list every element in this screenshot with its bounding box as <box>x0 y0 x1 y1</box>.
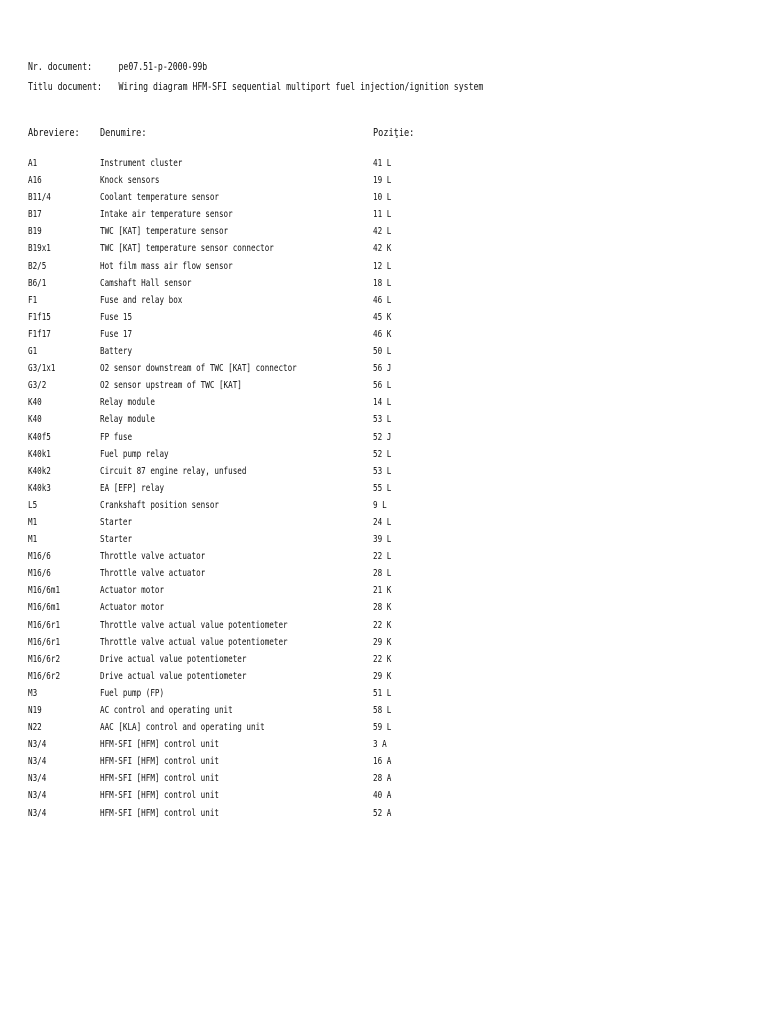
row-name: Throttle valve actual value potentiometer <box>100 636 288 648</box>
row-name: AC control and operating unit <box>100 705 233 716</box>
table-row <box>0 343 768 360</box>
row-abbreviation: L5 <box>28 499 38 511</box>
row-position: 28 L <box>373 568 392 580</box>
row-abbreviation: B6/1 <box>28 277 47 289</box>
row-name: FP fuse <box>100 431 133 443</box>
row-name: Relay module <box>100 397 155 409</box>
table-row <box>0 394 768 411</box>
row-position: 22 K <box>373 619 392 631</box>
row-position: 46 L <box>373 294 392 306</box>
row-position: 42 K <box>373 243 392 255</box>
row-position: 10 L <box>373 192 392 204</box>
table-row <box>0 736 768 753</box>
row-name: HFM-SFI [HFM] control unit <box>100 739 219 751</box>
row-name: HFM-SFI [HFM] control unit <box>100 807 219 819</box>
table-row <box>0 702 768 719</box>
row-position: 18 L <box>373 277 392 289</box>
table-row <box>0 258 768 275</box>
row-abbreviation: F1f15 <box>28 311 51 323</box>
row-abbreviation: M1 <box>28 516 38 528</box>
row-position: 53 L <box>373 414 392 426</box>
row-abbreviation: K40k2 <box>28 465 51 477</box>
row-name: Fuel pump relay <box>100 448 169 460</box>
table-row <box>0 497 768 514</box>
row-position: 41 L <box>373 158 392 169</box>
document-title-label: Titlu document: <box>28 81 102 93</box>
row-abbreviation: F1 <box>28 294 38 306</box>
document-title-line <box>28 81 483 94</box>
row-abbreviation: F1f17 <box>28 328 51 340</box>
table-row <box>0 189 768 206</box>
row-position: 50 L <box>373 346 392 358</box>
row-position: 52 J <box>373 431 392 443</box>
row-name: Fuel pump (FP) <box>100 687 165 699</box>
table-row <box>0 582 768 599</box>
row-position: 11 L <box>373 209 392 221</box>
row-name: AAC [KLA] control and operating unit <box>100 722 265 734</box>
row-name: HFM-SFI [HFM] control unit <box>100 790 219 802</box>
row-position: 29 K <box>373 670 392 682</box>
row-abbreviation: N3/4 <box>28 756 47 768</box>
table-row <box>0 155 768 172</box>
row-name: Relay module <box>100 414 155 426</box>
row-position: 24 L <box>373 516 392 528</box>
table-row <box>0 360 768 377</box>
row-abbreviation: N19 <box>28 705 42 716</box>
table-row <box>0 599 768 616</box>
row-name: Fuse 17 <box>100 328 133 340</box>
document-number-line <box>28 61 207 74</box>
row-name: TWC [KAT] temperature sensor <box>100 226 229 238</box>
row-abbreviation: M16/6m1 <box>28 585 61 597</box>
row-position: 9 L <box>373 499 387 511</box>
row-name: Instrument cluster <box>100 158 183 169</box>
row-position: 22 K <box>373 653 392 665</box>
table-row <box>0 770 768 787</box>
row-name: Coolant temperature sensor <box>100 192 219 204</box>
row-abbreviation: K40 <box>28 397 42 409</box>
row-name: Intake air temperature sensor <box>100 209 233 221</box>
header-position: Poziţie: <box>373 126 415 139</box>
row-abbreviation: A1 <box>28 158 38 169</box>
header-abbreviation: Abreviere: <box>28 126 80 139</box>
row-abbreviation: K40 <box>28 414 42 426</box>
document-title-value: Wiring diagram HFM-SFI sequential multiport fuel injection/ignition system <box>118 81 484 93</box>
row-name: HFM-SFI [HFM] control unit <box>100 773 219 785</box>
row-abbreviation: B19 <box>28 226 42 238</box>
row-abbreviation: G3/2 <box>28 380 47 392</box>
table-row <box>0 446 768 463</box>
row-abbreviation: B19x1 <box>28 243 51 255</box>
row-abbreviation: N22 <box>28 722 42 734</box>
row-name: EA [EFP] relay <box>100 482 165 494</box>
table-row <box>0 685 768 702</box>
row-name: Fuse and relay box <box>100 294 183 306</box>
row-name: Throttle valve actuator <box>100 568 206 580</box>
row-position: 42 L <box>373 226 392 238</box>
table-row <box>0 429 768 446</box>
row-position: 3 A <box>373 739 387 751</box>
table-row <box>0 240 768 257</box>
table-row <box>0 463 768 480</box>
row-abbreviation: K40f5 <box>28 431 51 443</box>
row-position: 56 L <box>373 380 392 392</box>
table-row <box>0 548 768 565</box>
row-position: 39 L <box>373 534 392 546</box>
row-position: 55 L <box>373 482 392 494</box>
row-abbreviation: N3/4 <box>28 773 47 785</box>
document-number-label: Nr. document: <box>28 61 93 73</box>
row-abbreviation: M3 <box>28 687 38 699</box>
row-name: TWC [KAT] temperature sensor connector <box>100 243 274 255</box>
row-abbreviation: K40k3 <box>28 482 51 494</box>
row-position: 51 L <box>373 687 392 699</box>
row-position: 28 K <box>373 602 392 614</box>
row-abbreviation: G3/1x1 <box>28 363 56 375</box>
table-row <box>0 668 768 685</box>
table-row <box>0 651 768 668</box>
row-abbreviation: M16/6r1 <box>28 636 61 648</box>
row-abbreviation: N3/4 <box>28 790 47 802</box>
table-row <box>0 309 768 326</box>
row-position: 14 L <box>373 397 392 409</box>
table-row <box>0 275 768 292</box>
row-position: 29 K <box>373 636 392 648</box>
table-row <box>0 326 768 343</box>
component-list <box>0 155 768 822</box>
row-position: 45 K <box>373 311 392 323</box>
row-abbreviation: M16/6 <box>28 551 51 563</box>
row-position: 52 A <box>373 807 392 819</box>
row-abbreviation: N3/4 <box>28 807 47 819</box>
row-name: Camshaft Hall sensor <box>100 277 192 289</box>
row-name: Starter <box>100 534 133 546</box>
row-abbreviation: A16 <box>28 175 42 187</box>
row-name: Throttle valve actual value potentiometer <box>100 619 288 631</box>
row-name: Actuator motor <box>100 585 165 597</box>
document-number-value: pe07.51-p-2000-99b <box>118 61 208 73</box>
table-row <box>0 719 768 736</box>
row-abbreviation: M1 <box>28 534 38 546</box>
table-row <box>0 565 768 582</box>
table-row <box>0 206 768 223</box>
row-abbreviation: B17 <box>28 209 42 221</box>
row-position: 59 L <box>373 722 392 734</box>
row-abbreviation: G1 <box>28 346 38 358</box>
header-name: Denumire: <box>100 126 147 139</box>
row-abbreviation: M16/6r2 <box>28 670 61 682</box>
row-name: Actuator motor <box>100 602 165 614</box>
table-row <box>0 411 768 428</box>
row-abbreviation: B2/5 <box>28 260 47 272</box>
row-name: Circuit 87 engine relay, unfused <box>100 465 247 477</box>
table-row <box>0 617 768 634</box>
row-position: 28 A <box>373 773 392 785</box>
row-abbreviation: M16/6 <box>28 568 51 580</box>
row-name: Knock sensors <box>100 175 160 187</box>
row-position: 19 L <box>373 175 392 187</box>
table-row <box>0 634 768 651</box>
row-position: 22 L <box>373 551 392 563</box>
row-name: Battery <box>100 346 133 358</box>
row-name: O2 sensor upstream of TWC [KAT] <box>100 380 242 392</box>
row-abbreviation: M16/6m1 <box>28 602 61 614</box>
row-name: Crankshaft position sensor <box>100 499 219 511</box>
row-abbreviation: B11/4 <box>28 192 51 204</box>
row-name: Starter <box>100 516 133 528</box>
row-name: Drive actual value potentiometer <box>100 653 247 665</box>
table-row <box>0 172 768 189</box>
table-row <box>0 223 768 240</box>
table-row <box>0 514 768 531</box>
table-row <box>0 377 768 394</box>
row-position: 56 J <box>373 363 392 375</box>
row-position: 46 K <box>373 328 392 340</box>
row-name: O2 sensor downstream of TWC [KAT] connector <box>100 363 297 375</box>
table-row <box>0 805 768 822</box>
row-abbreviation: K40k1 <box>28 448 51 460</box>
table-row <box>0 480 768 497</box>
row-abbreviation: M16/6r2 <box>28 653 61 665</box>
row-position: 58 L <box>373 705 392 716</box>
row-position: 16 A <box>373 756 392 768</box>
row-name: Throttle valve actuator <box>100 551 206 563</box>
table-row <box>0 787 768 804</box>
row-name: HFM-SFI [HFM] control unit <box>100 756 219 768</box>
row-name: Drive actual value potentiometer <box>100 670 247 682</box>
row-abbreviation: M16/6r1 <box>28 619 61 631</box>
table-row <box>0 753 768 770</box>
row-position: 53 L <box>373 465 392 477</box>
row-name: Hot film mass air flow sensor <box>100 260 233 272</box>
row-position: 21 K <box>373 585 392 597</box>
row-position: 12 L <box>373 260 392 272</box>
row-position: 52 L <box>373 448 392 460</box>
table-row <box>0 292 768 309</box>
row-name: Fuse 15 <box>100 311 133 323</box>
table-row <box>0 531 768 548</box>
row-abbreviation: N3/4 <box>28 739 47 751</box>
row-position: 40 A <box>373 790 392 802</box>
